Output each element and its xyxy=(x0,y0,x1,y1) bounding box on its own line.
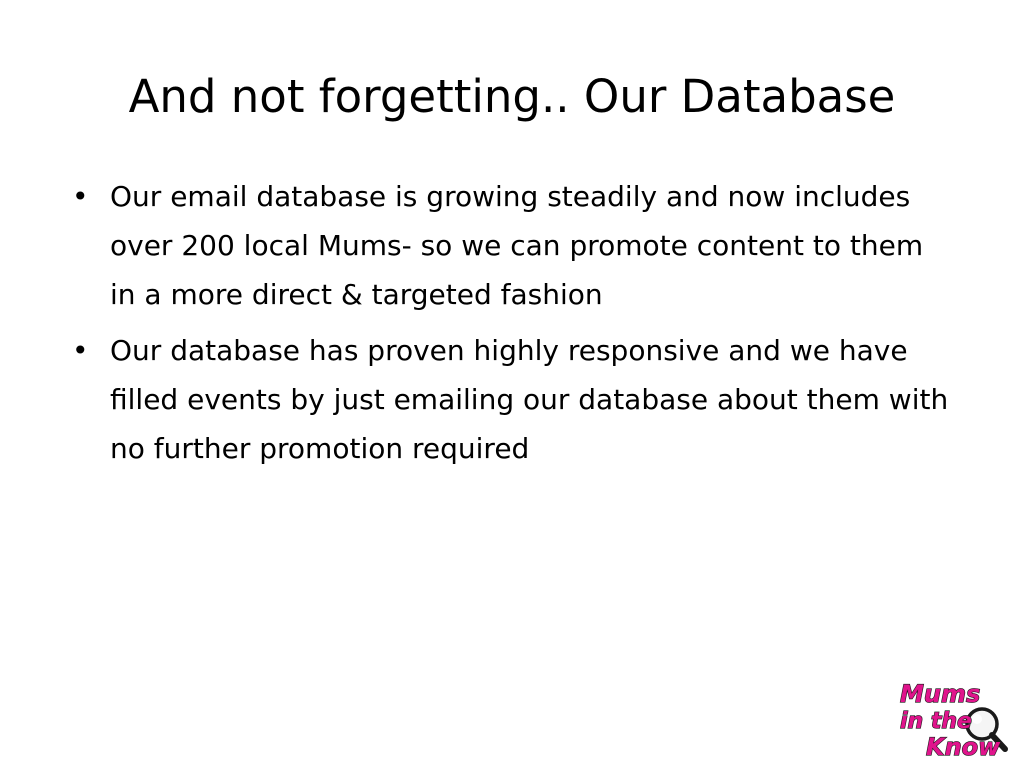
slide-title: And not forgetting.. Our Database xyxy=(128,70,896,123)
bullet-text: Our email database is growing steadily and now includes over 200 local Mums- so we can promote content to them in a more direct & targeted fashion xyxy=(110,180,924,311)
bullet-glyph: • xyxy=(72,180,89,213)
bullet-text: Our database has proven highly responsive and we have filled events by just emailing our database about them with no further promotion required xyxy=(110,334,949,465)
bullet-glyph: • xyxy=(72,334,89,367)
logo-graphic xyxy=(894,676,1010,762)
bullet-item xyxy=(70,326,950,473)
logo-line-2: in the xyxy=(900,709,972,734)
logo-line-1: Mums xyxy=(900,680,981,708)
mums-in-the-know-logo xyxy=(894,676,1010,762)
bullet-list xyxy=(70,172,950,480)
bullet-item xyxy=(70,172,950,319)
logo-line-3: Know xyxy=(926,733,1001,761)
